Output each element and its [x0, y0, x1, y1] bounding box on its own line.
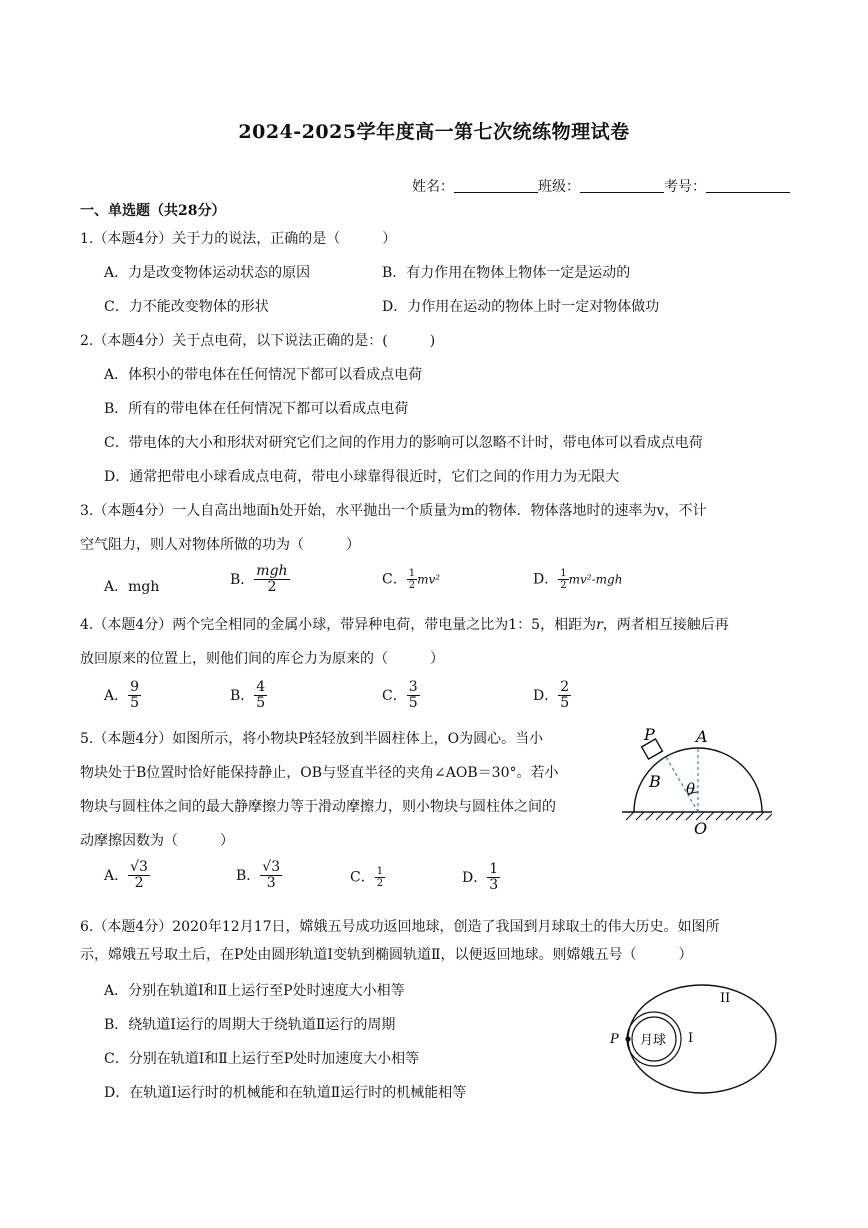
exam-no-blank[interactable] [706, 178, 790, 193]
q6-option-a[interactable]: A．分别在轨道Ⅰ和Ⅱ上运行至P处时速度大小相等 [104, 983, 405, 999]
q2-stem: 2.（本题4分）关于点电荷，以下说法正确的是：( ) [80, 333, 436, 349]
q2-option-b[interactable]: B．所有的带电体在任何情况下都可以看成点电荷 [104, 401, 409, 417]
section-heading: 一、单选题（共28分） [80, 203, 226, 219]
exam-no-label: 考号： [664, 179, 706, 195]
fraction: $\frac{4}{5}$ [256, 679, 266, 712]
q6-option-d[interactable]: D．在轨道Ⅰ运行时的机械能和在轨道Ⅱ运行时的机械能相等 [104, 1085, 467, 1101]
q5-line3: 物块与圆柱体之间的最大静摩擦力等于滑动摩擦力，则小物块与圆柱体之间的 [80, 799, 556, 815]
fraction: $\frac{\text{mgh}}{2}$ [256, 563, 288, 596]
class-label: 班级： [538, 179, 580, 195]
fraction: $\frac{2}{5}$ [560, 679, 570, 712]
q3-option-b[interactable]: B． $\frac{\text{mgh}}{2}$ [230, 563, 288, 596]
q2-option-d[interactable]: D．通常把带电小球看成点电荷，带电小球靠得很近时，它们之间的作用力为无限大 [104, 469, 620, 485]
q2-option-a[interactable]: A．体积小的带电体在任何情况下都可以看成点电荷 [104, 367, 423, 383]
q5-option-b[interactable]: B． $\frac{√3}{3}$ [236, 859, 281, 892]
fraction: $\frac{√3}{3}$ [262, 859, 281, 892]
moon-label: 月球 [640, 1033, 667, 1048]
q2-option-c[interactable]: C．带电体的大小和形状对研究它们之间的作用力的影响可以忽略不计时，带电体可以看成点电荷 [104, 435, 703, 451]
fraction: $\frac{1}{2}$ [376, 866, 384, 889]
q5-option-a[interactable]: A． $\frac{√3}{2}$ [104, 859, 148, 892]
q5-option-c[interactable]: C． $\frac{1}{2}$ [350, 866, 384, 889]
q1-option-d[interactable]: D．力作用在运动的物体上时一定对物体做功 [382, 299, 660, 315]
q4-option-a[interactable]: A． $\frac{9}{5}$ [104, 679, 140, 712]
q3-line2: 空气阻力，则人对物体所做的功为（ ） [80, 537, 360, 553]
fraction: $\frac{√3}{2}$ [130, 859, 148, 892]
q4-line2: 放回原来的位置上，则他们间的库仑力为原来的（ ） [80, 651, 444, 667]
q1-option-c[interactable]: C．力不能改变物体的形状 [104, 299, 269, 315]
option-value: mgh [128, 579, 160, 595]
q6-figure [600, 978, 782, 1098]
fraction: $\frac{1}{2}$ [408, 568, 416, 591]
q6-option-c[interactable]: C．分别在轨道Ⅰ和Ⅱ上运行至P处时加速度大小相等 [104, 1051, 420, 1067]
label-theta: θ [686, 780, 696, 798]
q1-stem: 1.（本题4分）关于力的说法，正确的是（ ） [80, 231, 397, 247]
q4-option-b[interactable]: B． $\frac{4}{5}$ [230, 679, 266, 712]
point-p [625, 1036, 630, 1041]
q3-line1: 3.（本题4分）一人自高出地面h处开始，水平抛出一个质量为m的物体．物体落地时的速率为v，不计 [80, 503, 707, 519]
label-b: B [649, 772, 661, 791]
name-label: 姓名： [412, 179, 454, 195]
student-info [412, 176, 790, 196]
label-p: P [610, 1032, 619, 1047]
q6-option-b[interactable]: B．绕轨道Ⅰ运行的周期大于绕轨道Ⅱ运行的周期 [104, 1017, 396, 1033]
label-p: P [644, 725, 655, 744]
fraction: $\frac{3}{5}$ [408, 679, 418, 712]
fraction: $\frac{1}{3}$ [489, 861, 499, 894]
label-orbit-ii: II [720, 991, 731, 1006]
q3-option-a[interactable]: A．mgh [104, 579, 160, 595]
fraction: $\frac{9}{5}$ [130, 679, 140, 712]
class-blank[interactable] [580, 178, 664, 193]
q5-option-d[interactable]: D． $\frac{1}{3}$ [462, 861, 499, 894]
label-o: O [694, 819, 708, 838]
name-blank[interactable] [454, 178, 538, 193]
page-title: 2024-2025学年度高一第七次统练物理试卷 [238, 121, 630, 143]
label-a: A [696, 727, 708, 746]
fraction: $\frac{1}{2}$ [560, 568, 567, 591]
q5-line1: 5.（本题4分）如图所示，将小物块P轻轻放到半圆柱体上，O为圆心。当小 [80, 731, 544, 747]
q4-option-c[interactable]: C． $\frac{3}{5}$ [382, 679, 418, 712]
q6-line1: 6.（本题4分）2020年12月17日，嫦娥五号成功返回地球，创造了我国到月球取土的伟大历史。如图所 [80, 919, 720, 935]
label-orbit-i: I [688, 1031, 694, 1046]
q5-line4: 动摩擦因数为（ ） [80, 833, 234, 849]
q1-option-a[interactable]: A．力是改变物体运动状态的原因 [104, 265, 311, 281]
q3-option-c[interactable]: C． $\frac{1}{2}$ mv² [382, 568, 441, 591]
q4-line1: 4.（本题4分）两个完全相同的金属小球，带异种电荷，带电量之比为1：5，相距为r，两者相互接触后再 [80, 617, 729, 633]
q5-line2: 物块处于B位置时恰好能保持静止，OB与竖直半径的夹角∠AOB＝30°。若小 [80, 765, 559, 781]
q3-option-d[interactable]: D． $\frac{1}{2}$ mv²-mgh [533, 568, 623, 591]
q6-line2: 示，嫦娥五号取土后，在P处由圆形轨道Ⅰ变轨到椭圆轨道Ⅱ，以便返回地球。则嫦娥五号（ ） [80, 947, 693, 963]
q1-option-b[interactable]: B．有力作用在物体上物体一定是运动的 [382, 265, 631, 281]
q5-figure [612, 720, 782, 842]
q4-option-d[interactable]: D． $\frac{2}{5}$ [533, 679, 570, 712]
